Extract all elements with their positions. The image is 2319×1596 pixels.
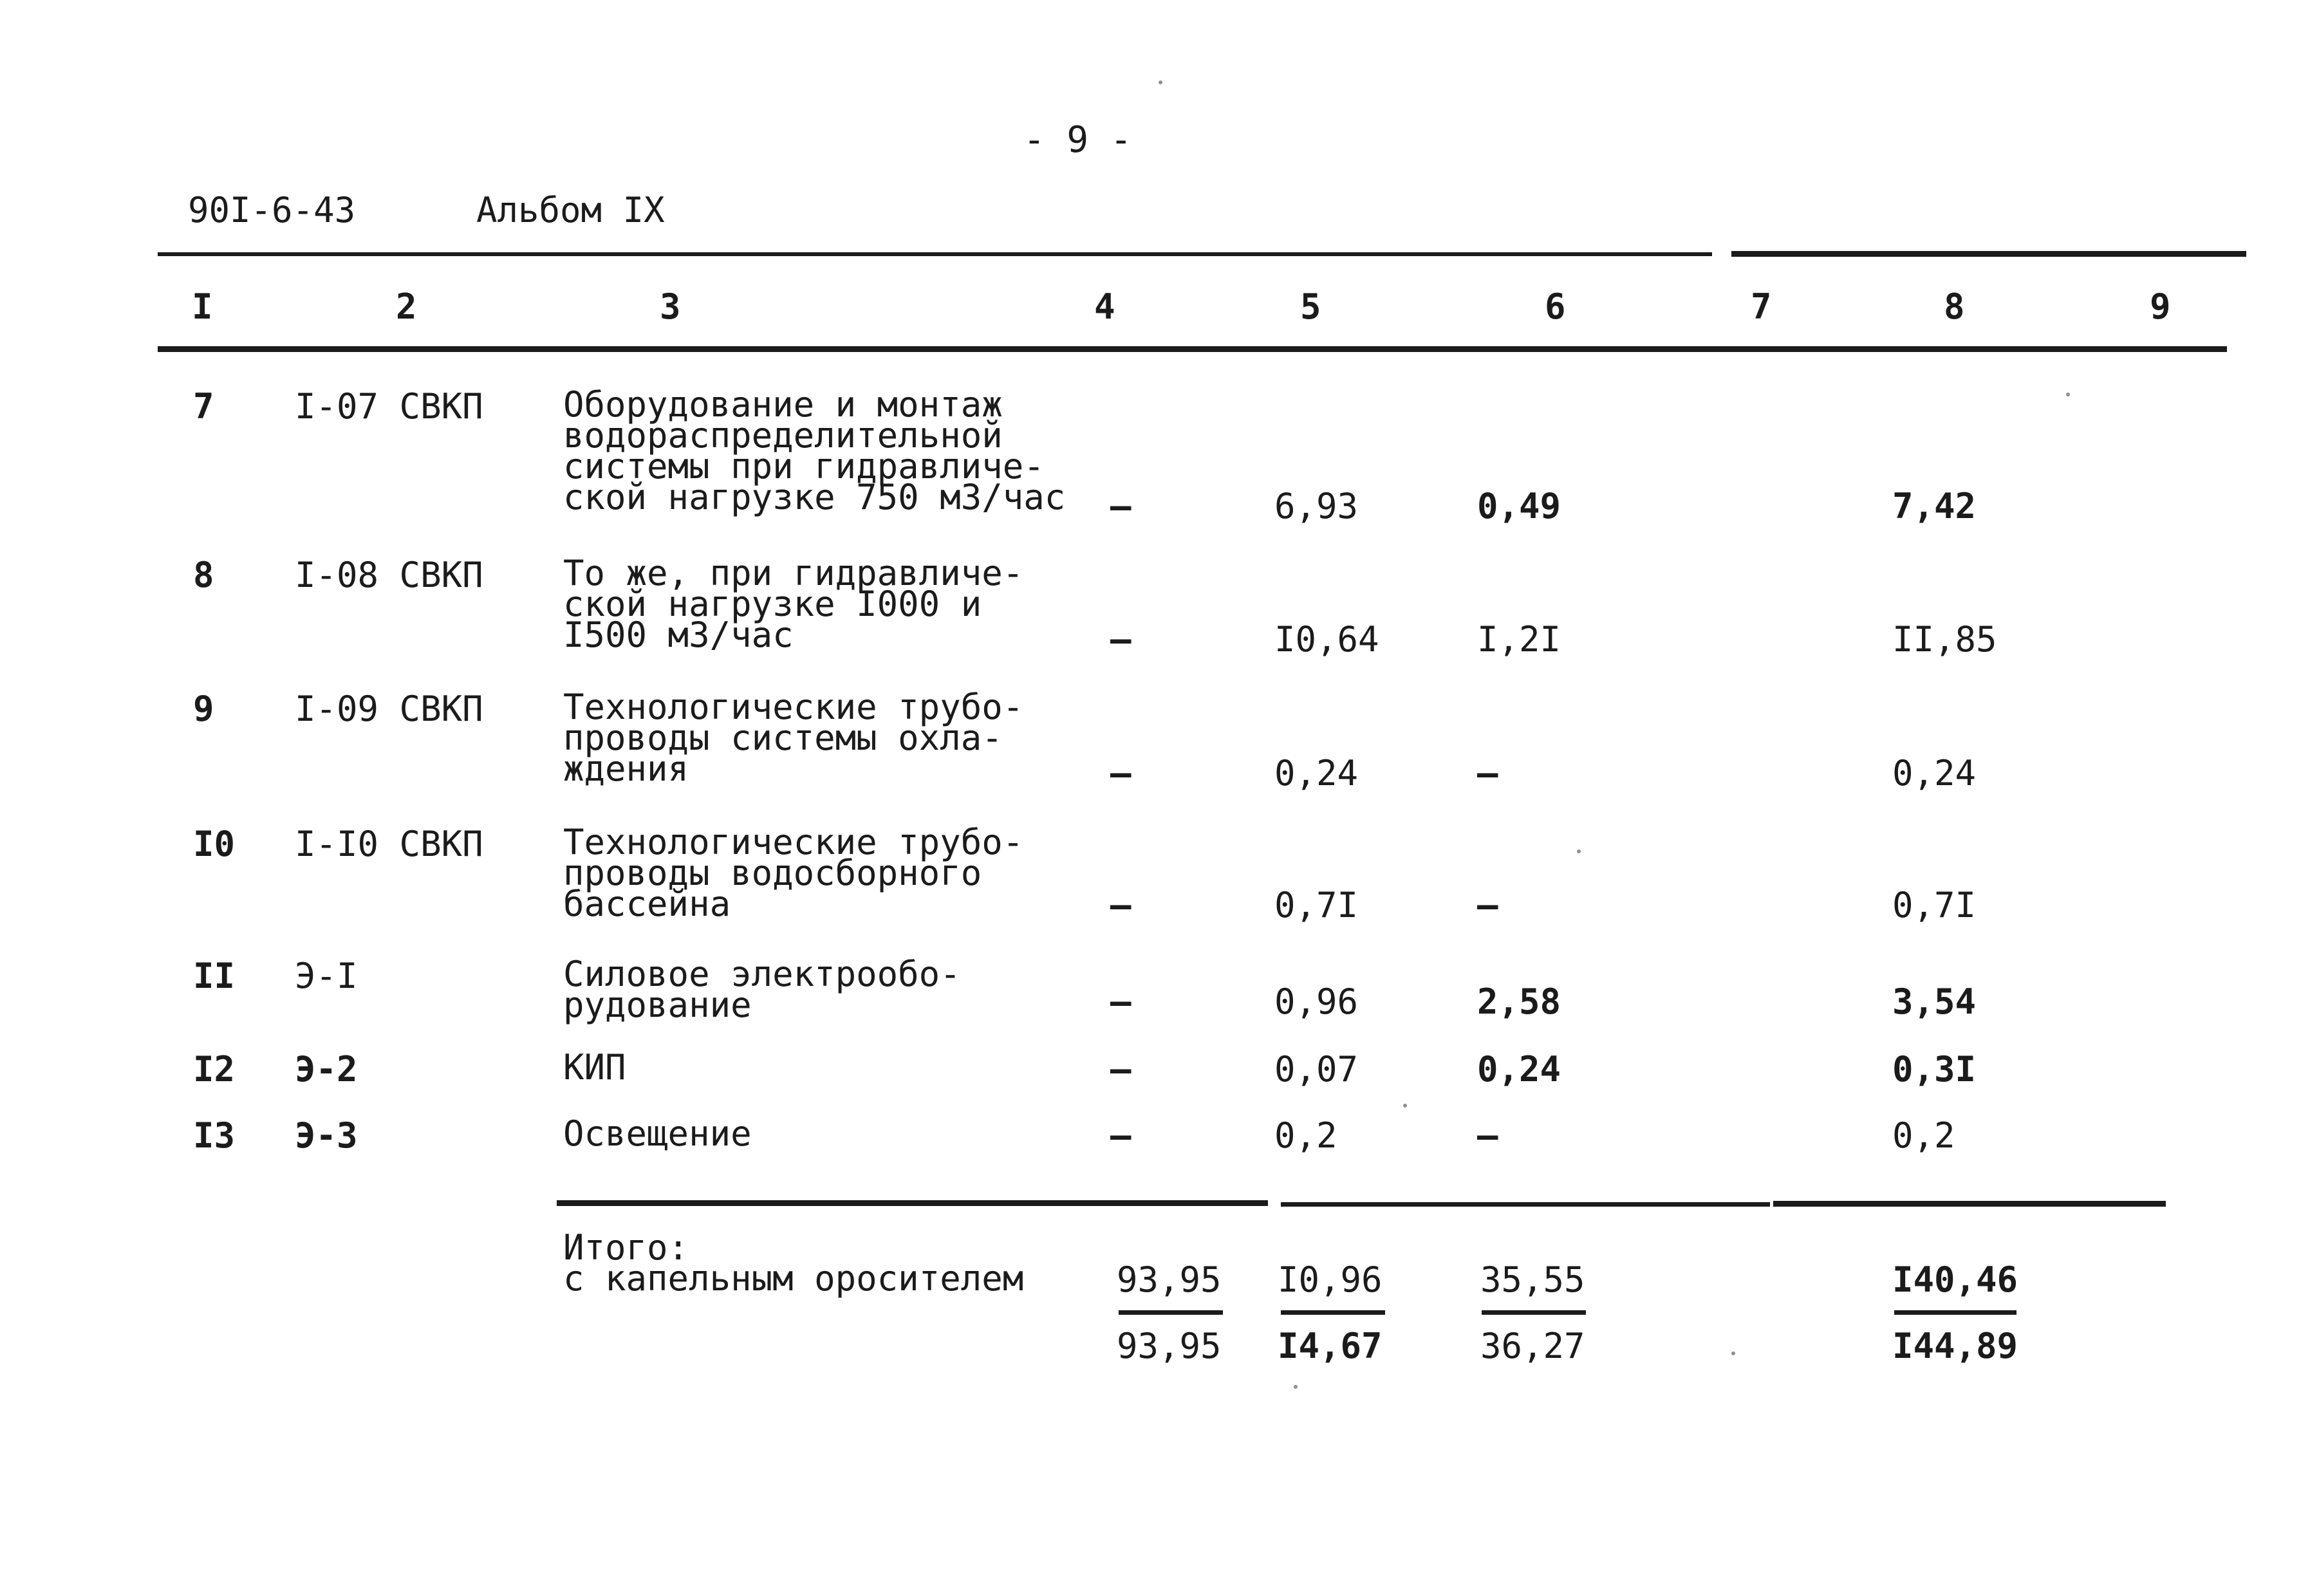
cell-col5: 0,96 (1274, 981, 1359, 1022)
cell-col5: 0,7I (1274, 885, 1359, 925)
scan-speck (2066, 393, 2070, 396)
total-col4-bottom: 93,95 (1117, 1326, 1222, 1366)
cell-col5: I0,64 (1274, 619, 1379, 660)
description-line: Силовое электрообо- (563, 954, 961, 994)
total-col6-top: 35,55 (1480, 1259, 1585, 1300)
header-bottom-rule (158, 346, 2227, 352)
cell-col4: – (1110, 885, 1132, 925)
total-label-block (563, 1227, 1024, 1299)
description-line: Оборудование и монтаж (563, 384, 1003, 425)
total-col5-bottom: I4,67 (1278, 1326, 1383, 1366)
cell-col8: II,85 (1892, 619, 1997, 660)
cell-col4: – (1110, 619, 1132, 660)
total-rule-middle (1281, 1202, 1770, 1207)
cell-col6: 2,58 (1477, 981, 1561, 1022)
description-line: рудование (563, 985, 752, 1025)
description-line: водораспределительной (563, 415, 1003, 456)
album-label: Альбом IX (476, 190, 665, 230)
column-header-7: 7 (1751, 286, 1772, 327)
column-header-8: 8 (1944, 286, 1965, 327)
row-code: I-09 СВКП (295, 689, 483, 729)
cell-col8: 7,42 (1892, 486, 1977, 526)
header-top-rule (158, 252, 1712, 256)
description-line: КИП (563, 1047, 626, 1088)
total-rule-right (1773, 1201, 2166, 1207)
column-header-9: 9 (2150, 286, 2171, 327)
description-line: То же, при гидравличе- (563, 553, 1024, 593)
row-code: I-08 СВКП (295, 555, 483, 595)
row-description (563, 1047, 626, 1088)
total-col4-top: 93,95 (1117, 1259, 1222, 1300)
row-code: Э-3 (295, 1115, 358, 1156)
row-number: I0 (193, 824, 236, 864)
row-description (563, 687, 1024, 789)
scan-speck (1294, 1385, 1298, 1389)
total-col8-top: I40,46 (1892, 1259, 2018, 1300)
cell-col4: – (1110, 486, 1132, 526)
scan-speck (1577, 849, 1581, 853)
cell-col4: – (1110, 1049, 1132, 1090)
row-number: II (193, 956, 236, 996)
row-description (563, 384, 1066, 517)
cell-col5: 0,24 (1274, 753, 1359, 793)
cell-col6: – (1477, 1115, 1498, 1156)
description-line: ждения (563, 748, 689, 789)
page-number: - 9 - (1023, 119, 1132, 161)
fraction-line-col5 (1281, 1310, 1385, 1315)
cell-col6: 0,49 (1477, 486, 1561, 526)
description-line: бассейна (563, 884, 731, 924)
row-number: 9 (193, 689, 214, 729)
cell-col5: 0,07 (1274, 1049, 1359, 1090)
cell-col8: 3,54 (1892, 981, 1977, 1022)
cell-col5: 6,93 (1274, 486, 1359, 526)
description-line: I500 м3/час (563, 615, 794, 655)
total-sublabel: с капельным оросителем (563, 1258, 1024, 1299)
cell-col5: 0,2 (1274, 1115, 1337, 1156)
cell-col8: 0,7I (1892, 885, 1977, 925)
row-code: I-I0 СВКП (295, 824, 483, 864)
total-rule-left (557, 1200, 1268, 1206)
column-header-5: 5 (1300, 286, 1321, 327)
cell-col6: – (1477, 753, 1498, 793)
column-header-2: 2 (396, 286, 417, 327)
cell-col8: 0,2 (1892, 1115, 1955, 1156)
cell-col4: – (1110, 1115, 1132, 1156)
description-line: системы при гидравличе- (563, 446, 1045, 487)
scan-speck (1159, 80, 1162, 84)
cell-col8: 0,24 (1892, 753, 1977, 793)
row-number: I3 (193, 1115, 236, 1156)
description-line: Технологические трубо- (563, 822, 1024, 862)
row-description (563, 553, 1024, 655)
row-code: I-07 СВКП (295, 386, 483, 427)
fraction-line-col6 (1482, 1310, 1586, 1315)
row-number: 7 (193, 386, 214, 427)
scan-speck (1403, 1104, 1407, 1108)
scan-speck (1731, 1351, 1735, 1355)
cell-col8: 0,3I (1892, 1049, 1977, 1090)
total-col6-bottom: 36,27 (1480, 1326, 1585, 1366)
cell-col4: – (1110, 981, 1132, 1022)
row-code: Э-I (295, 956, 358, 996)
column-header-4: 4 (1094, 286, 1115, 327)
row-number: 8 (193, 555, 214, 595)
description-line: Освещение (563, 1113, 752, 1154)
cell-col4: – (1110, 753, 1132, 793)
total-col8-bottom: I44,89 (1892, 1326, 2018, 1366)
cell-col6: – (1477, 885, 1498, 925)
description-line: ской нагрузке 750 м3/час (563, 477, 1066, 517)
column-header-1: I (192, 286, 213, 327)
column-header-3: 3 (660, 286, 681, 327)
cell-col6: I,2I (1477, 619, 1561, 660)
description-line: ской нагрузке I000 и (563, 584, 982, 624)
row-description (563, 1113, 752, 1154)
row-description (563, 822, 1024, 924)
row-number: I2 (193, 1049, 236, 1090)
fraction-line-col8 (1894, 1310, 2016, 1315)
document-code: 90I-6-43 (188, 190, 356, 230)
row-code: Э-2 (295, 1049, 358, 1090)
header-top-rule-right (1731, 251, 2246, 257)
total-label: Итого: (563, 1227, 689, 1268)
total-col5-top: I0,96 (1278, 1259, 1383, 1300)
row-description (563, 954, 961, 1025)
description-line: Технологические трубо- (563, 687, 1024, 727)
description-line: проводы системы охла- (563, 718, 1003, 758)
column-header-6: 6 (1545, 286, 1566, 327)
description-line: проводы водосборного (563, 853, 982, 893)
fraction-line-col4 (1119, 1310, 1223, 1315)
cell-col6: 0,24 (1477, 1049, 1561, 1090)
